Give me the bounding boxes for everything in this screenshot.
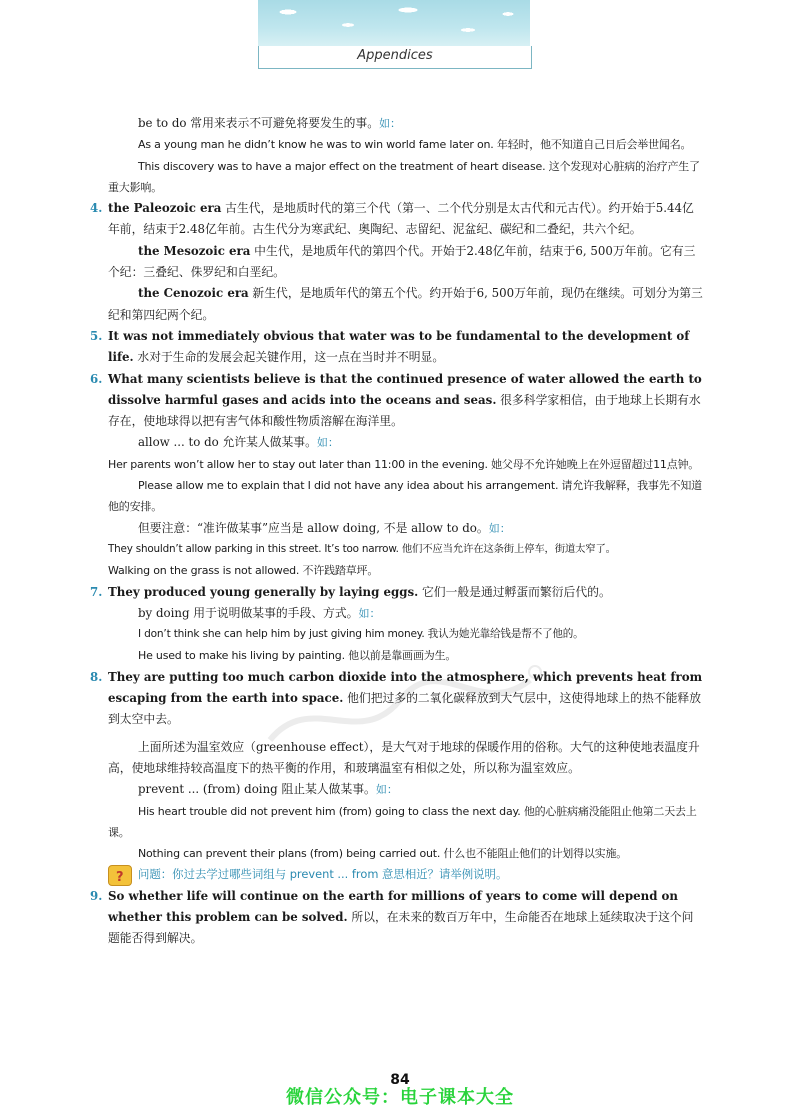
note-item-6 (90, 369, 704, 582)
item-number: 5. (90, 328, 103, 343)
example-marker: 如： (316, 436, 339, 450)
example-sentence: He used to make his living by painting. 他以前是靠画画为生。 (138, 649, 457, 663)
example-sentence: I don’t think she can help him by just giving him money. 我认为她光靠给钱是帮不了他的。 (138, 628, 584, 641)
example-marker: 如： (375, 783, 398, 797)
by-doing-lead: by doing 用于说明做某事的手段、方式。如： (138, 605, 381, 620)
example-sentence: Nothing can prevent their plans (from) being carried out. 什么也不能阻止他们的计划得以实施。 (138, 847, 628, 861)
example-sentence: As a young man he didn’t know he was to win world fame later on. 年轻时，他不知道自己日后会举世闻名。 (138, 138, 692, 152)
item-number: 8. (90, 669, 103, 684)
key-sentence: What many scientists believe is that the continued presence of water allowed the earth to dissolve harmful gases and acids into the oceans and seas. 很多科学家相信，由于地球上长期有水存在，使地球得以把有害气体和酸性物质溶解在海洋里。 (108, 371, 702, 429)
prevent-lead: prevent ... (from) doing 阻止某人做某事。如： (138, 782, 398, 797)
note-item-9 (90, 886, 704, 950)
note-item-4 (90, 198, 704, 326)
be-to-do-lead: be to do 常用来表示不可避免将要发生的事。如： (138, 116, 402, 130)
key-sentence: They produced young generally by laying eggs. 它们一般是通过孵蛋而繁衍后代的。 (108, 584, 611, 599)
mesozoic-definition: the Mesozoic era 中生代，是地质年代的第四个代。开始于2.48亿年前，结束于6, 500万年前。它有三个纪：三叠纪、侏罗纪和白垩纪。 (108, 243, 696, 280)
allow-lead: allow ... to do 允许某人做某事。如： (138, 435, 339, 450)
note-item-7 (90, 582, 704, 667)
example-sentence: Please allow me to explain that I did not have any idea about his arrangement. 请允许我解释，我事先不知道他的安排。 (108, 479, 702, 514)
paleozoic-definition: the Paleozoic era 古生代，是地质时代的第三个代（第一、二个代分别是太古代和元古代）。约开始于5.44亿年前，结束于2.48亿年前。古生代分为寒武纪、奥陶纪、志留纪、泥盆纪、碳纪和二叠纪，共六个纪。 (108, 201, 694, 237)
svg-text:?: ? (116, 869, 124, 883)
example-marker: 如： (358, 606, 381, 620)
example-marker: 如： (488, 521, 511, 535)
note-item-8 (90, 667, 704, 886)
note-item-5 (90, 326, 704, 369)
key-sentence: So whether life will continue on the earth for millions of years to come will depend on whether this problem can be solved. 所以，在未来的数百万年中，生命能否在地球上延续取决于这个问题能否得到解决。 (108, 888, 694, 946)
question-icon (108, 865, 132, 886)
item-number: 4. (90, 201, 103, 216)
item-number: 7. (90, 584, 103, 599)
key-sentence: It was not immediately obvious that water was to be fundamental to the development of life. 水对于生命的发展会起关键作用，这一点在当时并不明显。 (108, 328, 690, 365)
item-number: 9. (90, 888, 103, 903)
question-text: 问题：你过去学过哪些词组与 prevent ... from 意思相近？请举例说明。 (138, 867, 508, 882)
example-sentence: His heart trouble did not prevent him (from) going to class the next day. 他的心脏病痛没能阻止他第二天去上课。 (108, 804, 697, 839)
header-title: Appendices (258, 46, 532, 69)
example-marker: 如： (379, 117, 402, 130)
page-number: 84 (390, 1072, 410, 1088)
page-body (90, 113, 704, 950)
item-number: 6. (90, 371, 103, 386)
example-sentence: This discovery was to have a major effect on the treatment of heart disease. 这个发现对心脏病的治疗产生了重大影响。 (108, 159, 700, 194)
greenhouse-explanation: 上面所述为温室效应（greenhouse effect），是大气对于地球的保暖作用的俗称。大气的这种使地表温度升高，使地球维持较高温度下的热平衡的作用，和玻璃温室有相似之处，所以称为温室效应。 (108, 739, 700, 775)
header-banner (258, 0, 530, 46)
example-sentence: Her parents won’t allow her to stay out later than 11:00 in the evening. 她父母不允许她晚上在外逗留超过11点钟。 (108, 457, 700, 471)
usage-note: 但要注意：“准许做某事”应当是 allow doing, 不是 allow to do。如： (138, 520, 511, 535)
question-row (108, 864, 704, 885)
example-sentence: They shouldn’t allow parking in this street. It’s too narrow. 他们不应当允许在这条街上停车，街道太窄了。 (108, 542, 616, 555)
example-sentence: Walking on the grass is not allowed. 不许践踏草坪。 (108, 564, 379, 578)
cenozoic-definition: the Cenozoic era 新生代，是地质年代的第五个代。约开始于6, 500万年前，现仍在继续。可划分为第三纪和第四纪两个纪。 (108, 286, 703, 322)
footer-watermark: 微信公众号：电子课本大全 (286, 1087, 514, 1108)
key-sentence: They are putting too much carbon dioxide into the atmosphere, which prevents heat from escaping from the earth into space. 他们把过多的二氧化碳释放到大气层中，这使得地球上的热不能释放到太空中去。 (108, 669, 703, 727)
